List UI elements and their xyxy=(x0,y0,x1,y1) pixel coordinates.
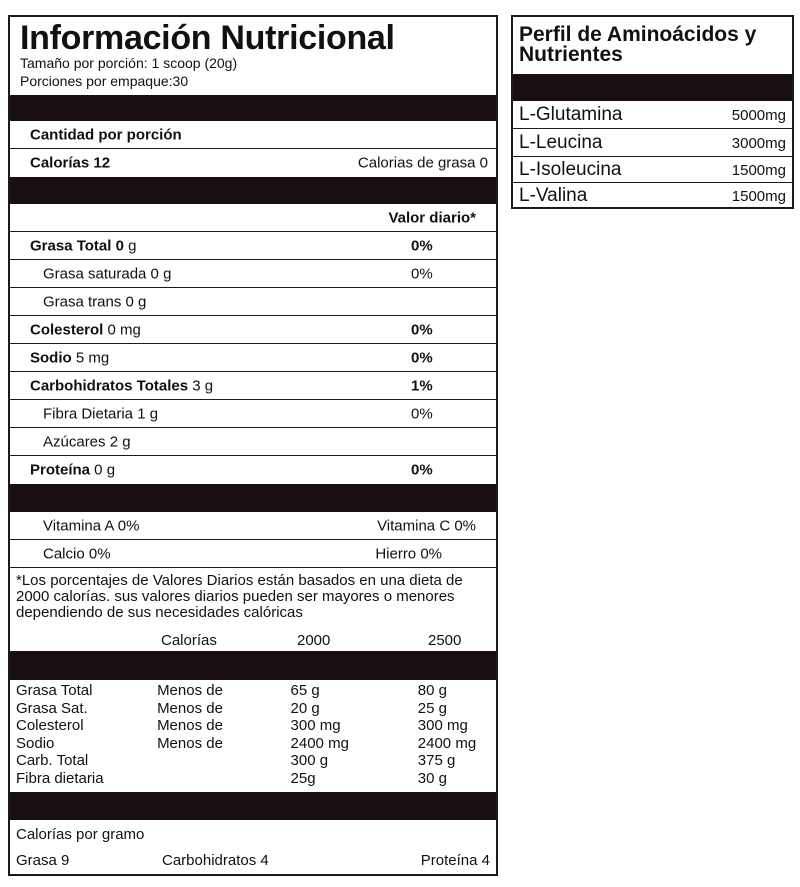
amino-name: L-Glutamina xyxy=(519,103,623,125)
dv-table-cell: 375 g xyxy=(417,752,456,769)
dv-2000: 2000 xyxy=(297,632,331,649)
nutrient-name: Sodio xyxy=(30,349,72,366)
dv-table-row xyxy=(16,682,496,700)
nutrient-name: Proteína xyxy=(30,461,91,479)
nutrient-amount: 3 g xyxy=(188,377,214,394)
nutrition-title: Información Nutricional xyxy=(20,19,395,57)
protein-calories-per-gram: Proteína 4 xyxy=(420,852,490,869)
vitamin-a: Vitamina A 0% xyxy=(43,517,140,534)
amino-row xyxy=(513,128,792,156)
servings-value: 30 xyxy=(172,73,189,89)
nutrient-row xyxy=(10,288,496,316)
nutrient-daily-value: 1% xyxy=(411,377,433,394)
dv-table-row xyxy=(16,770,496,788)
nutrient-daily-value: 0% xyxy=(411,349,433,366)
nutrient-name: Grasa trans 0 g xyxy=(43,293,147,310)
nutrient-amount: 5 mg xyxy=(71,349,110,366)
nutrient-row xyxy=(10,428,496,456)
amino-name: L-Leucina xyxy=(519,131,603,153)
daily-value-footnote: *Los porcentajes de Valores Diarios están basados en una dieta de 2000 calorías. sus valores diarios pueden ser mayores o menores dependiendo de sus necesidades calóricas xyxy=(16,572,463,621)
dv-2500: 2500 xyxy=(428,632,462,649)
dv-table-cell xyxy=(157,752,290,770)
calories-label: Calorías 12 xyxy=(30,154,111,172)
dv-table-row xyxy=(16,700,496,718)
dv-table-cell: 25g xyxy=(290,769,316,787)
nutrient-label xyxy=(43,405,158,422)
amino-amount: 1500mg xyxy=(731,187,786,205)
amino-amount: 1500mg xyxy=(731,161,786,179)
dv-table-row xyxy=(16,717,496,735)
amino-amount: 3000mg xyxy=(731,134,786,152)
nutrient-label xyxy=(43,293,146,310)
dv-table-cell xyxy=(157,770,290,788)
dv-table-cell: 25 g xyxy=(417,699,447,717)
nutrient-row xyxy=(10,260,496,288)
amino-row xyxy=(513,182,792,209)
nutrient-label xyxy=(30,237,136,254)
nutrient-name: Grasa Total 0 xyxy=(30,237,124,254)
dv-table-cell: 80 g xyxy=(417,682,447,699)
mineral-row xyxy=(10,540,496,568)
amino-title-line2: Nutrientes xyxy=(519,43,623,66)
calcium: Calcio 0% xyxy=(43,545,111,562)
nutrient-row xyxy=(10,372,496,400)
nutrient-daily-value: 0% xyxy=(411,461,433,479)
nutrient-row xyxy=(10,456,496,484)
amount-per-serving-row xyxy=(10,121,496,149)
dv-table-cell: Menos de xyxy=(157,699,223,717)
divider-bar xyxy=(513,74,792,101)
nutrient-name: Grasa saturada 0 g xyxy=(43,265,172,282)
dv-table-cell: Grasa Sat. xyxy=(16,699,88,717)
amino-row xyxy=(513,156,792,182)
divider-bar xyxy=(10,177,496,204)
nutrient-amount: 0 g xyxy=(90,461,116,479)
dv-table-cell: 2400 mg xyxy=(290,734,349,752)
dv-table-cell: Fibra dietaria xyxy=(16,769,104,787)
nutrient-daily-value: 0% xyxy=(411,405,433,422)
calories-from-fat: Calorias de grasa 0 xyxy=(357,154,488,172)
nutrient-name: Fibra Dietaria 1 g xyxy=(43,405,159,422)
nutrient-amount: 0 mg xyxy=(103,321,141,338)
dv-table-cell: 300 mg xyxy=(290,717,341,734)
divider-bar xyxy=(10,651,496,680)
carbs-calories-per-gram: Carbohidratos 4 xyxy=(162,852,269,869)
divider-bar xyxy=(10,484,496,512)
nutrition-facts-panel xyxy=(8,15,498,876)
daily-value-header-row xyxy=(10,204,496,232)
dv-table-cell: 300 g xyxy=(290,752,329,769)
amino-title-line1: Perfil de Aminoácidos y xyxy=(519,23,757,46)
iron: Hierro 0% xyxy=(375,545,442,562)
servings-per-container xyxy=(20,73,188,89)
nutrient-label xyxy=(30,462,115,479)
nutrient-row xyxy=(10,344,496,372)
nutrient-daily-value: 0% xyxy=(411,321,433,338)
amino-row xyxy=(513,101,792,128)
nutrient-name: Carbohidratos Totales xyxy=(30,377,189,394)
amino-title xyxy=(519,25,756,65)
nutrient-row xyxy=(10,316,496,344)
nutrient-name: Azúcares 2 g xyxy=(43,433,131,450)
vitamin-row xyxy=(10,512,496,540)
nutrient-name: Colesterol xyxy=(30,321,104,338)
nutrient-label xyxy=(30,321,141,338)
fat-calories-per-gram: Grasa 9 xyxy=(16,852,70,869)
dv-table-cell: Menos de xyxy=(157,682,223,699)
dv-table-row xyxy=(16,752,496,770)
dv-table-cell: Carb. Total xyxy=(16,752,89,769)
daily-value-header: Valor diario* xyxy=(388,209,476,226)
dv-table-cell: Colesterol xyxy=(16,717,84,734)
dv-table-cell: Menos de xyxy=(157,734,223,752)
serving-size: Tamaño por porción: 1 scoop (20g) xyxy=(20,55,238,71)
calories-per-gram-label: Calorías por gramo xyxy=(16,826,145,843)
amount-per-serving-label: Cantidad por porción xyxy=(30,126,182,143)
daily-value-reference-table xyxy=(16,682,496,787)
amino-amount: 5000mg xyxy=(731,106,786,124)
dv-table-cell: Menos de xyxy=(157,717,223,734)
dv-table-row xyxy=(16,735,496,753)
dv-table-cell: 20 g xyxy=(290,699,320,717)
amino-name: L-Isoleucina xyxy=(519,158,622,180)
dv-calories-label: Calorías xyxy=(161,632,217,649)
nutrient-label xyxy=(30,349,109,366)
nutrient-label xyxy=(43,265,171,282)
nutrient-daily-value: 0% xyxy=(411,237,433,254)
servings-label: Porciones por empaque: xyxy=(20,73,173,89)
calories-row xyxy=(10,149,496,177)
vitamin-c: Vitamina C 0% xyxy=(377,517,476,534)
nutrient-amount: g xyxy=(123,237,137,254)
nutrient-label xyxy=(30,377,213,394)
dv-table-cell: 30 g xyxy=(417,769,447,787)
divider-bar xyxy=(10,792,496,820)
dv-table-cell: 300 mg xyxy=(417,717,468,734)
nutrient-row xyxy=(10,232,496,260)
nutrient-daily-value: 0% xyxy=(411,265,433,282)
dv-table-cell: 2400 mg xyxy=(417,734,477,752)
amino-acid-profile-panel xyxy=(511,15,794,209)
dv-table-cell: 65 g xyxy=(290,682,320,699)
nutrient-label xyxy=(43,433,131,450)
dv-table-cell: Sodio xyxy=(16,734,55,752)
nutrient-row xyxy=(10,400,496,428)
dv-table-cell: Grasa Total xyxy=(16,682,93,699)
divider-bar xyxy=(10,95,496,121)
amino-name: L-Valina xyxy=(519,185,588,206)
